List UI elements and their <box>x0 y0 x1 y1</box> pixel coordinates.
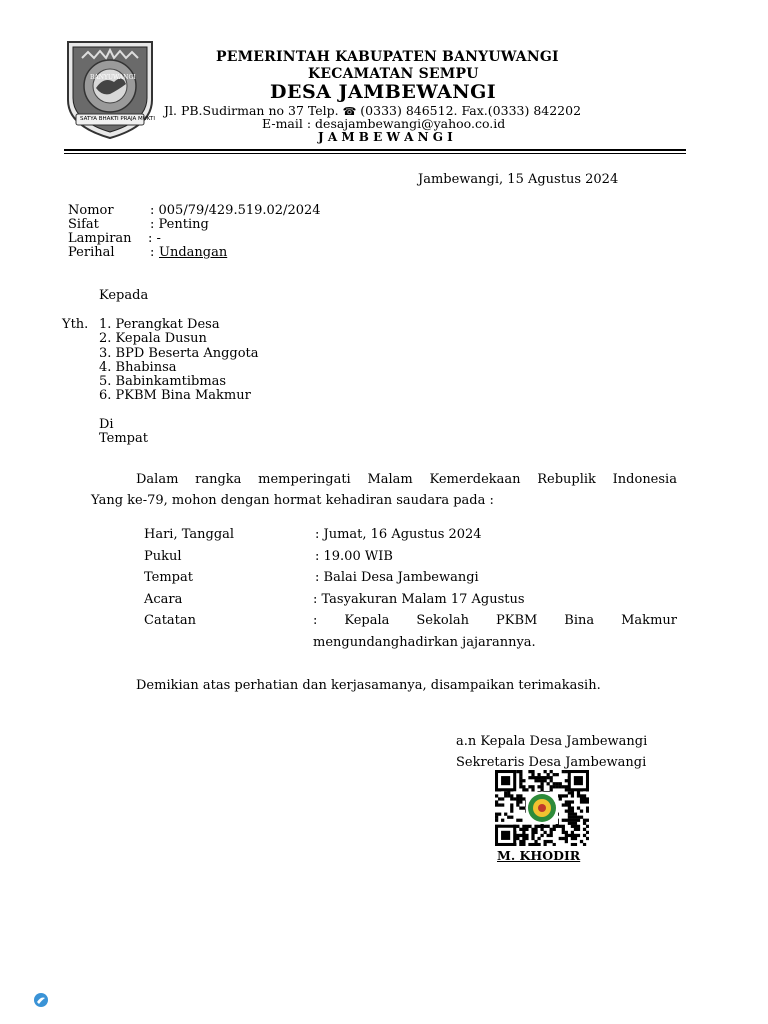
di-label: Di <box>99 417 114 432</box>
intro-word: memperingati <box>258 472 351 487</box>
detail-label-time: Pukul <box>144 549 182 564</box>
list-item: 1. Perangkat Desa <box>99 317 220 332</box>
list-item: 6. PKBM Bina Makmur <box>99 388 251 403</box>
letterhead-district: KECAMATAN SEMPU <box>308 66 479 82</box>
letter-date: Jambewangi, 15 Agustus 2024 <box>418 172 619 187</box>
intro-word: Indonesia <box>612 472 677 487</box>
letterhead-town: J A M B E W A N G I <box>318 130 453 144</box>
list-item: 5. Babinkamtibmas <box>99 374 227 389</box>
detail-value-place: : Balai Desa Jambewangi <box>315 570 479 585</box>
intro-word: rangka <box>195 472 242 487</box>
detail-value-event: : Tasyakuran Malam 17 Agustus <box>313 592 525 607</box>
detail-value-date: : Jumat, 16 Agustus 2024 <box>315 527 482 542</box>
intro-word: Malam <box>367 472 413 487</box>
meta-label-perihal: Perihal <box>68 245 115 260</box>
signer-name: M. KHODIR <box>497 848 581 863</box>
note-word: : <box>313 613 318 628</box>
kepada-label: Kepada <box>99 288 149 303</box>
detail-value-time: : 19.00 WIB <box>315 549 393 564</box>
list-item: 4. Bhabinsa <box>99 360 177 375</box>
detail-value-note-line-2: mengundanghadirkan jajarannya. <box>313 635 536 650</box>
list-item: 3. BPD Beserta Anggota <box>99 346 259 361</box>
regency-logo <box>64 38 156 140</box>
intro-line-2: Yang ke-79, mohon dengan hormat kehadiran saudara pada : <box>91 493 494 508</box>
header-rule-thick <box>64 149 686 151</box>
tempat-label: Tempat <box>99 431 148 446</box>
intro-word: Rebuplik <box>537 472 596 487</box>
shield-emblem-icon <box>64 38 156 140</box>
note-word: Kepala <box>344 613 390 628</box>
detail-label-date: Hari, Tanggal <box>144 527 235 542</box>
meta-label-sifat: Sifat <box>68 217 99 232</box>
note-word: Sekolah <box>416 613 469 628</box>
meta-value-nomor: : 005/79/429.519.02/2024 <box>150 203 321 218</box>
intro-line-1 <box>136 472 677 487</box>
sign-position: Sekretaris Desa Jambewangi <box>456 755 647 770</box>
meta-label-nomor: Nomor <box>68 203 114 218</box>
letterhead-village: DESA JAMBEWANGI <box>270 81 497 103</box>
detail-label-place: Tempat <box>144 570 193 585</box>
detail-label-note: Catatan <box>144 613 197 628</box>
telephone-icon: ☎ <box>342 105 357 118</box>
intro-word: Dalam <box>136 472 179 487</box>
meta-value-lampiran: : - <box>148 231 161 246</box>
signature-qr-code <box>495 770 589 846</box>
logo-top-text: BANYUWANGI <box>90 74 136 81</box>
qr-code-icon <box>495 770 589 846</box>
closing-paragraph: Demikian atas perhatian dan kerjasamanya, disampaikan terimakasih. <box>136 678 601 693</box>
address-text: Jl. PB.Sudirman no 37 Telp. <box>164 103 339 118</box>
intro-word: Kemerdekaan <box>429 472 521 487</box>
sign-on-behalf: a.n Kepala Desa Jambewangi <box>456 734 648 749</box>
page-corner-icon <box>33 992 49 1008</box>
meta-value-sifat: : Penting <box>150 217 209 232</box>
list-item: 2. Kepala Dusun <box>99 331 207 346</box>
letterhead-email: E-mail : desajambewangi@yahoo.co.id <box>262 116 506 131</box>
note-word: Makmur <box>621 613 677 628</box>
phone-fax-text: (0333) 846512. Fax.(0333) 842202 <box>360 103 582 118</box>
logo-motto-text: SATYA BHAKTI PRAJA MUKTI <box>80 116 155 122</box>
meta-value-perihal: Undangan <box>159 245 228 260</box>
meta-colon-perihal: : <box>150 245 155 260</box>
header-rule-thin <box>64 153 686 154</box>
note-word: PKBM <box>495 613 538 628</box>
letterhead-government: PEMERINTAH KABUPATEN BANYUWANGI <box>216 49 559 65</box>
meta-label-lampiran: Lampiran <box>68 231 132 246</box>
detail-label-event: Acara <box>144 592 183 607</box>
note-word: Bina <box>564 613 595 628</box>
yth-label: Yth. <box>62 317 89 332</box>
detail-value-note-line-1 <box>313 613 677 628</box>
